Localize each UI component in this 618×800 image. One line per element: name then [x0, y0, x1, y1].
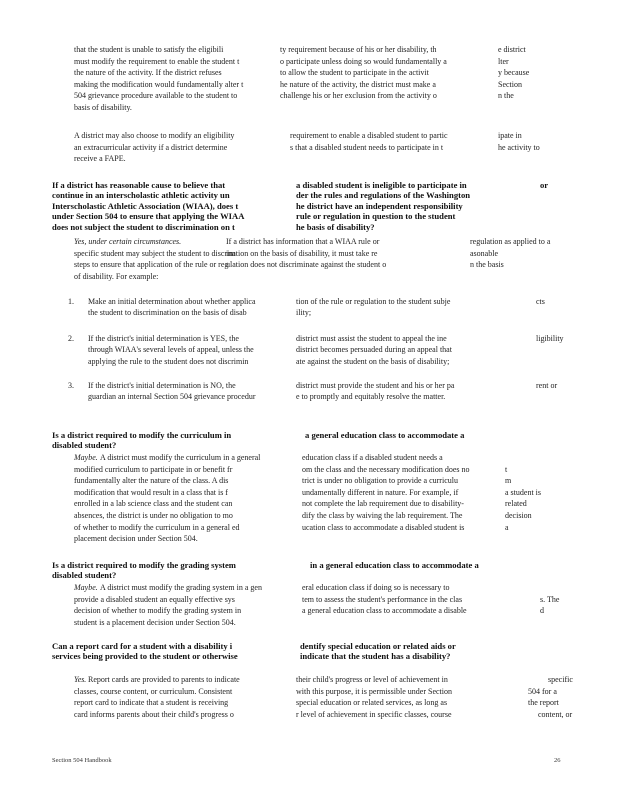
question-line: or — [540, 180, 549, 190]
answer-lead: Maybe. — [74, 583, 98, 592]
body-text-line: that the student is unable to satisfy the eligibili — [74, 45, 224, 54]
body-text-line: decision of whether to modify the grading system in — [74, 606, 242, 616]
question-line: disabled student? — [52, 570, 117, 581]
body-text-line: s that a disabled student needs to participate in t — [290, 142, 444, 152]
body-text-line: absences, the district is under no obligation to mo — [74, 511, 233, 520]
body-text-line: related — [505, 499, 527, 509]
question-line: rule or regulation in question to the student — [296, 211, 456, 222]
question-line: he basis of disability? — [296, 221, 375, 232]
list-item-line: e to promptly and equitably resolve the matter. — [296, 392, 446, 402]
body-text-line: t — [505, 464, 508, 474]
list-item-line: cts — [536, 297, 545, 306]
body-text-line: e district — [498, 45, 526, 54]
body-text-line: s. The — [540, 594, 560, 604]
body-text-line: of disability. For example: — [74, 271, 159, 281]
body-text-line: r level of achievement in specific classes, course — [296, 709, 452, 719]
body-text-line: with this purpose, it is permissible under Section — [296, 686, 452, 696]
body-text-line: Section — [498, 79, 522, 89]
body-text-line: student is a placement decision under Section 504. — [74, 617, 236, 627]
body-text-line: om the class and the necessary modification does no — [302, 464, 470, 474]
body-text-line: education class if a disabled student needs a — [302, 453, 443, 462]
body-text-line: fundamentally alter the nature of the class. A dis — [74, 476, 229, 486]
body-text-line: . Report cards are provided to parents to indicate — [84, 675, 240, 684]
body-text-line: to allow the student to participate in the activit — [280, 68, 429, 78]
list-item-line: ligibility — [536, 334, 564, 343]
body-text-line: requirement to enable a disabled student to partic — [290, 131, 448, 140]
question-line: a disabled student is ineligible to participate in — [296, 180, 467, 190]
body-text-line: ulation does not discriminate against the student o — [226, 260, 387, 270]
body-text-line: steps to ensure that application of the rule or reg — [74, 260, 229, 270]
footer-title: Section 504 Handbook — [52, 757, 112, 764]
answer-lead: Maybe. — [74, 453, 98, 462]
body-text-line: m — [505, 476, 512, 486]
body-text-line: n the — [498, 91, 514, 101]
body-text-line: regulation as applied to a — [470, 237, 551, 246]
body-text-line: card informs parents about their child's progress o — [74, 709, 234, 719]
body-text-line: specific — [548, 675, 573, 684]
body-text-line: the nature of the activity. If the district refuses — [74, 68, 222, 78]
body-text-line: a — [505, 522, 509, 532]
body-text-line: challenge his or her exclusion from the activity o — [280, 91, 437, 101]
body-text-line: specific student may subject the student to discrim — [74, 248, 236, 258]
body-text-line: he activity to — [498, 142, 540, 152]
body-text-line: special education or related services, as long as — [296, 698, 448, 708]
body-text-line: their child's progress or level of achievement in — [296, 675, 448, 684]
list-item-line: If the district's initial determination is NO, the — [88, 381, 236, 390]
body-text-line: ucation class to accommodate a disabled student is — [302, 522, 465, 532]
body-text-line: If a district has information that a WIAA rule or — [226, 237, 380, 246]
body-text-line: a student is — [505, 487, 541, 497]
body-text-line: an extracurricular activity if a district determine — [74, 142, 228, 152]
question-line: under Section 504 to ensure that applying the WIAA — [52, 211, 245, 222]
list-item-line: applying the rule to the student does not discrimin — [88, 356, 249, 366]
question-line: continue in an interscholastic athletic activity un — [52, 190, 230, 201]
body-text-line: A district must modify the grading system in a gen — [100, 583, 262, 592]
list-item-number: 2. — [68, 334, 74, 343]
body-text-line: ipate in — [498, 131, 522, 140]
answer-lead: Yes, under certain circumstances. — [74, 237, 182, 246]
body-text-line: he nature of the activity, the district must make a — [280, 79, 436, 89]
list-item-line: the student to discrimination on the basis of disab — [88, 308, 247, 318]
list-item-line: guardian an internal Section 504 grievance procedur — [88, 392, 256, 402]
list-item-line: ate against the student on the basis of disability; — [296, 356, 450, 366]
body-text-line: of whether to modify the curriculum in a general ed — [74, 522, 240, 532]
question-line: If a district has reasonable cause to believe that — [52, 180, 226, 190]
body-text-line: asonable — [470, 248, 498, 258]
list-item-line: Make an initial determination about whether applica — [88, 297, 256, 306]
body-text-line: trict is under no obligation to provide a curriculu — [302, 476, 458, 486]
body-text-line: modified curriculum to participate in or benefit fr — [74, 464, 233, 474]
body-text-line: A district must modify the curriculum in a general — [100, 453, 261, 462]
body-text-line: decision — [505, 511, 532, 520]
question-line: disabled student? — [52, 440, 117, 451]
list-item-line: district becomes persuaded during an appeal that — [296, 345, 452, 355]
question-line: Interscholastic Athletic Association (WIAA), does t — [52, 200, 239, 211]
body-text-line: the report — [528, 698, 559, 708]
question-line: Is a district required to modify the curriculum in — [52, 430, 232, 440]
body-text-line: basis of disability. — [74, 103, 132, 112]
body-text-line: enrolled in a lab science class and the student can — [74, 499, 233, 509]
list-item-line: district must provide the student and his or her pa — [296, 381, 455, 390]
question-line: indicate that the student has a disability? — [300, 651, 451, 662]
body-text-line: report card to indicate that a student is receiving — [74, 698, 229, 708]
body-text-line: making the modification would fundamentally alter t — [74, 79, 244, 89]
question-line: does not subject the student to discrimination on t — [52, 221, 235, 232]
body-text-line: o participate unless doing so would fundamentally a — [280, 56, 447, 66]
body-text-line: y because — [498, 68, 530, 78]
body-text-line: n the basis — [470, 260, 504, 270]
question-line: Can a report card for a student with a disability i — [52, 641, 233, 651]
body-text-line: 504 grievance procedure available to the student to — [74, 91, 238, 101]
list-item-line: ility; — [296, 308, 312, 318]
answer-lead: Yes — [74, 675, 85, 684]
body-text-line: modification that would result in a class that is f — [74, 487, 228, 497]
body-text-line: must modify the requirement to enable the student t — [74, 56, 240, 66]
body-text-line: lter — [498, 56, 509, 66]
body-text-line: d — [540, 606, 544, 616]
body-text-line: receive a FAPE. — [74, 154, 126, 164]
question-line: Is a district required to modify the grading system — [52, 560, 236, 570]
body-text-line: eral education class if doing so is necessary to — [302, 583, 450, 592]
list-item-line: If the district's initial determination is YES, the — [88, 334, 239, 343]
list-item-number: 1. — [68, 297, 74, 306]
body-text-line: classes, course content, or curriculum. Consistent — [74, 686, 233, 696]
body-text-line: provide a disabled student an equally effective sys — [74, 594, 235, 604]
question-line: der the rules and regulations of the Washington — [296, 190, 471, 201]
page-number: 26 — [554, 757, 561, 764]
question-line: he district have an independent responsibility — [296, 200, 463, 211]
list-item-line: district must assist the student to appeal the ine — [296, 334, 447, 343]
question-line: a general education class to accommodate a — [305, 430, 465, 440]
body-text-line: 504 for a — [528, 686, 557, 696]
body-text-line: content, or — [538, 709, 573, 719]
question-line: dentify special education or related aids or — [300, 641, 456, 651]
body-text-line: A district may also choose to modify an eligibility — [74, 131, 235, 140]
body-text-line: ty requirement because of his or her disability, th — [280, 45, 437, 54]
body-text-line: tem to assess the student's performance in the clas — [302, 594, 463, 604]
list-item-line: tion of the rule or regulation to the student subje — [296, 297, 451, 306]
body-text-line: not complete the lab requirement due to disability- — [302, 499, 464, 509]
body-text-line: dify the class by waiving the lab requirement. The — [302, 511, 463, 520]
question-line: services being provided to the student or otherwise — [52, 651, 238, 662]
list-item-number: 3. — [68, 381, 74, 390]
list-item-line: through WIAA's several levels of appeal, unless the — [88, 345, 254, 355]
body-text-line: ination on the basis of disability, it must take re — [226, 248, 378, 258]
body-text-line: a general education class to accommodate a disable — [302, 606, 467, 616]
list-item-line: rent or — [536, 381, 558, 390]
body-text-line: placement decision under Section 504. — [74, 534, 198, 544]
body-text-line: undamentally different in nature. For example, if — [302, 487, 459, 497]
question-line: in a general education class to accommodate a — [310, 560, 479, 570]
